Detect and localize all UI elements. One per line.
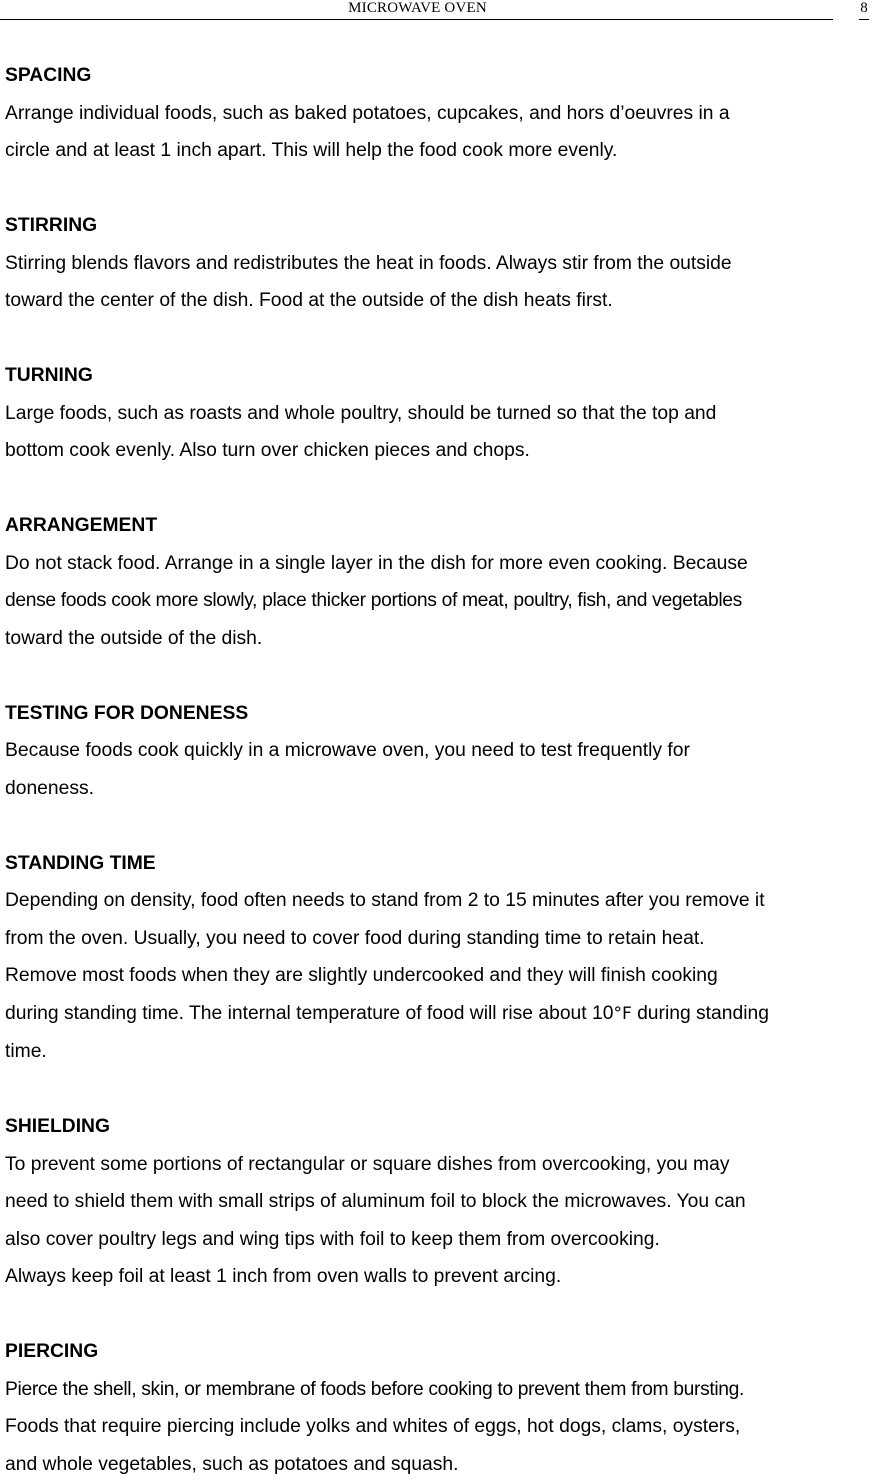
paragraph-line: also cover poultry legs and wing tips with foil to keep them from overcooking. <box>5 1221 873 1259</box>
paragraph-line: To prevent some portions of rectangular or square dishes from overcooking, you may <box>5 1146 873 1184</box>
section-piercing <box>5 1333 873 1483</box>
section-standing-time <box>5 845 873 1071</box>
paragraph-line: Remove most foods when they are slightly undercooked and they will finish cooking <box>5 957 873 995</box>
section-spacing <box>5 57 873 170</box>
section-heading: SPACING <box>5 57 873 95</box>
page-header <box>0 0 873 24</box>
paragraph-line: time. <box>5 1033 873 1071</box>
section-heading: TURNING <box>5 357 873 395</box>
paragraph-line: and whole vegetables, such as potatoes and squash. <box>5 1446 873 1483</box>
section-heading: STANDING TIME <box>5 845 873 883</box>
paragraph-line: doneness. <box>5 770 873 808</box>
section-heading: PIERCING <box>5 1333 873 1371</box>
paragraph-line <box>5 995 873 1034</box>
paragraph-line: Do not stack food. Arrange in a single layer in the dish for more even cooking. Because <box>5 545 873 583</box>
paragraph-line: need to shield them with small strips of aluminum foil to block the microwaves. You can <box>5 1183 873 1221</box>
paragraph-line: Foods that require piercing include yolks and whites of eggs, hot dogs, clams, oysters, <box>5 1408 873 1446</box>
section-heading: SHIELDING <box>5 1108 873 1146</box>
temperature-sentence-end: during standing <box>632 1003 769 1024</box>
section-heading: ARRANGEMENT <box>5 507 873 545</box>
paragraph-line: Arrange individual foods, such as baked potatoes, cupcakes, and hors d’oeuvres in a <box>5 95 873 133</box>
paragraph-line: bottom cook evenly. Also turn over chicken pieces and chops. <box>5 432 873 470</box>
paragraph-line: Pierce the shell, skin, or membrane of foods before cooking to prevent them from bursting. <box>5 1371 873 1409</box>
paragraph-line: toward the outside of the dish. <box>5 620 873 658</box>
section-shielding <box>5 1108 873 1296</box>
section-heading: TESTING FOR DONENESS <box>5 695 873 733</box>
header-divider <box>0 19 833 20</box>
paragraph-line: Always keep foil at least 1 inch from oven walls to prevent arcing. <box>5 1258 873 1296</box>
paragraph-line: dense foods cook more slowly, place thicker portions of meat, poultry, fish, and vegetables <box>5 582 873 620</box>
paragraph-line: Depending on density, food often needs to stand from 2 to 15 minutes after you remove it <box>5 882 873 920</box>
temperature-unit: °F <box>613 1004 631 1024</box>
page-number-underline <box>859 19 869 20</box>
document-body <box>5 57 873 1483</box>
document-title: MICROWAVE OVEN <box>0 0 835 17</box>
section-turning <box>5 357 873 470</box>
paragraph-line: from the oven. Usually, you need to cover food during standing time to retain heat. <box>5 920 873 958</box>
paragraph-line: Because foods cook quickly in a microwave oven, you need to test frequently for <box>5 732 873 770</box>
section-stirring <box>5 207 873 320</box>
section-heading: STIRRING <box>5 207 873 245</box>
section-arrangement <box>5 507 873 657</box>
temperature-sentence: during standing time. The internal temperature of food will rise about 10 <box>5 1003 613 1024</box>
paragraph-line: Stirring blends flavors and redistributes the heat in foods. Always stir from the outside <box>5 245 873 283</box>
paragraph-line: Large foods, such as roasts and whole poultry, should be turned so that the top and <box>5 395 873 433</box>
page-number: 8 <box>858 0 870 17</box>
paragraph-line: toward the center of the dish. Food at the outside of the dish heats first. <box>5 282 873 320</box>
section-testing-for-doneness <box>5 695 873 808</box>
paragraph-line: circle and at least 1 inch apart. This will help the food cook more evenly. <box>5 132 873 170</box>
